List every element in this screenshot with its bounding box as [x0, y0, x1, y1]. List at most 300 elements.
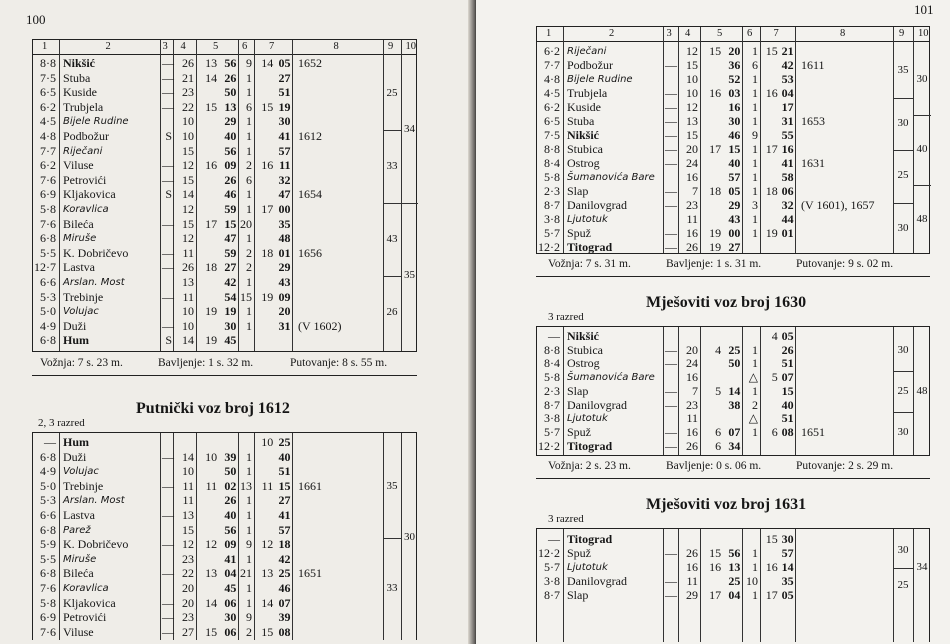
- distance-km: 8·4: [544, 356, 560, 371]
- left-bottom-timetable: [32, 432, 417, 640]
- station-mark: —: [665, 198, 677, 212]
- departure-minute: 25: [278, 435, 291, 449]
- distance-km: 6·2: [544, 100, 560, 114]
- departure-hour: 14: [261, 595, 274, 610]
- stop-minutes: 1: [752, 142, 758, 156]
- timetable-row: [537, 561, 929, 574]
- arrival-hour: 12: [205, 537, 218, 552]
- grade-col9-value: 25: [386, 86, 398, 99]
- arrival-minute: 27: [728, 240, 741, 254]
- run-minutes: 11: [686, 411, 698, 426]
- departure-minute: 44: [781, 212, 794, 226]
- run-minutes: 16: [686, 170, 698, 184]
- grade-divider: [383, 538, 401, 539]
- stop-minutes: 1: [246, 114, 252, 129]
- timetable-row: [33, 582, 416, 595]
- run-minutes: 11: [686, 574, 698, 588]
- departure-minute: 14: [781, 560, 794, 574]
- right-top-timetable: [536, 26, 930, 254]
- departure-minute: 41: [278, 508, 291, 522]
- distance-km: 6·8: [40, 522, 56, 537]
- column-header-1: 1: [546, 28, 552, 39]
- station-name: Volujac: [63, 466, 99, 478]
- run-minutes: 14: [182, 187, 194, 202]
- right-top-rule: [536, 276, 930, 277]
- station-mark: S: [165, 129, 172, 143]
- distance-km: 5·8: [40, 202, 56, 216]
- run-minutes: 10: [686, 86, 698, 100]
- arrival-hour: 19: [205, 304, 218, 319]
- connection-trains: 1611: [801, 58, 825, 72]
- arrival-minute: 06: [224, 624, 237, 639]
- departure-hour: 18: [261, 245, 274, 260]
- arrival-minute: 38: [728, 397, 741, 412]
- station-name: Bileća: [63, 216, 94, 231]
- arrival-minute: 04: [224, 566, 237, 581]
- station-name: Arslan. Most: [63, 277, 125, 288]
- station-mark: —: [665, 240, 677, 254]
- timetable-row: [33, 232, 416, 245]
- grade-divider: [893, 412, 913, 413]
- station-mark: —: [162, 85, 174, 100]
- distance-km: 3·8: [544, 411, 560, 426]
- stop-minutes: 1: [246, 449, 252, 464]
- station-name: Kuside: [63, 85, 97, 100]
- column-header-2: 2: [609, 28, 615, 39]
- distance-km: 8·8: [544, 142, 560, 156]
- arrival-minute: 56: [224, 522, 237, 537]
- stop-minutes: 13: [240, 478, 252, 493]
- arrival-hour: 4: [715, 342, 722, 357]
- distance-km: 3·8: [544, 574, 560, 588]
- departure-hour: 17: [765, 588, 778, 602]
- station-name: Stuba: [63, 70, 91, 85]
- distance-km: 8·7: [544, 397, 560, 412]
- stop-minutes: 10: [746, 574, 758, 588]
- grade-col9-value: 30: [897, 343, 909, 356]
- run-minutes: 14: [182, 449, 194, 464]
- run-minutes: 23: [686, 397, 698, 412]
- run-minutes: 12: [182, 537, 194, 552]
- left-page-number: 100: [26, 12, 46, 27]
- station-name: Riječani: [63, 145, 103, 157]
- station-name: Miruše: [63, 553, 97, 565]
- departure-minute: 31: [781, 114, 794, 128]
- run-minutes: 11: [686, 212, 698, 226]
- arrival-minute: 52: [728, 72, 741, 86]
- grade-col10-value: 48: [916, 213, 928, 225]
- station-name: Spuž: [567, 546, 591, 560]
- column-header-4: 4: [180, 41, 186, 52]
- departure-minute: 15: [278, 478, 291, 493]
- stop-minutes: 6: [246, 172, 252, 187]
- departure-minute: 57: [278, 522, 291, 537]
- departure-hour: 4: [771, 329, 778, 343]
- timetable-row: [537, 73, 929, 86]
- station-name: Slap: [567, 588, 589, 602]
- left-top-rule: [32, 375, 417, 376]
- distance-km: 4·8: [544, 72, 560, 86]
- stop-minutes: 1: [246, 187, 252, 202]
- arrival-hour: 6: [715, 424, 722, 439]
- timetable-row: [537, 185, 929, 198]
- right-mid-class: 3 razred: [548, 311, 584, 323]
- departure-minute: 09: [278, 289, 291, 304]
- timetable-row: [33, 436, 416, 449]
- column-header-row: [537, 27, 929, 42]
- distance-km: 5·7: [544, 226, 560, 240]
- timetable-row: [33, 101, 416, 114]
- arrival-minute: 09: [224, 158, 237, 173]
- grade-divider: [893, 203, 913, 204]
- station-name: Spuž: [567, 226, 591, 240]
- timetable-row: [537, 227, 929, 240]
- distance-km: 7·5: [40, 70, 56, 85]
- station-name: Bileća: [63, 566, 94, 581]
- departure-minute: 39: [278, 610, 291, 625]
- arrival-minute: 30: [728, 114, 741, 128]
- column-header-7: 7: [269, 41, 275, 52]
- grade-col9-value: 30: [897, 425, 909, 438]
- distance-km: 5·8: [544, 170, 560, 184]
- run-minutes: 12: [182, 202, 194, 216]
- column-header-8: 8: [333, 41, 339, 52]
- grade-col9-value: 30: [897, 221, 909, 234]
- run-minutes: 13: [686, 114, 698, 128]
- arrival-minute: 36: [728, 58, 741, 72]
- distance-km: 6·5: [40, 85, 56, 100]
- run-minutes: 20: [686, 342, 698, 357]
- departure-hour: 19: [765, 226, 778, 240]
- station-name: Stubica: [567, 342, 603, 357]
- station-name: Hum: [63, 435, 90, 449]
- departure-minute: 48: [278, 231, 291, 246]
- departure-hour: 14: [261, 56, 274, 70]
- station-mark: —: [162, 260, 174, 275]
- station-mark: —: [665, 226, 677, 240]
- stop-minutes: 20: [240, 216, 252, 231]
- run-minutes: 16: [686, 560, 698, 574]
- column-header-9: 9: [899, 28, 905, 39]
- stop-minutes: 1: [752, 86, 758, 100]
- distance-km: 2·3: [544, 184, 560, 198]
- station-name: Kuside: [567, 100, 601, 114]
- left-page: [0, 0, 474, 644]
- station-mark: —: [162, 70, 174, 85]
- distance-km: 6·8: [40, 333, 56, 348]
- timetable-row: [33, 611, 416, 624]
- timetable-row: [537, 330, 929, 343]
- departure-hour: 16: [765, 560, 778, 574]
- station-name: Trubjela: [567, 86, 608, 100]
- distance-km: 3·8: [544, 212, 560, 226]
- arrival-hour: 18: [205, 260, 218, 275]
- distance-km: 5·5: [40, 551, 56, 566]
- station-mark: —: [162, 245, 174, 260]
- run-minutes: 12: [182, 158, 194, 173]
- departure-minute: 41: [278, 129, 291, 143]
- run-minutes: 11: [182, 245, 194, 260]
- station-name: Danilovgrad: [567, 574, 627, 588]
- timetable-row: [537, 157, 929, 170]
- arrival-hour: 16: [709, 560, 722, 574]
- run-minutes: 21: [182, 70, 194, 85]
- stop-minutes: 1: [246, 202, 252, 216]
- timetable-row: [537, 344, 929, 357]
- departure-minute: 26: [781, 342, 794, 357]
- arrival-minute: 57: [728, 170, 741, 184]
- run-minutes: 29: [686, 588, 698, 602]
- right-page: [476, 0, 950, 644]
- departure-hour: 15: [765, 44, 778, 58]
- arrival-hour: 15: [709, 44, 722, 58]
- distance-km: 6·8: [40, 449, 56, 464]
- run-minutes: 10: [182, 318, 194, 333]
- departure-minute: 07: [781, 370, 794, 385]
- arrival-minute: 14: [728, 383, 741, 398]
- right-mid-timetable: [536, 326, 930, 456]
- station-name: Titograd: [567, 438, 613, 453]
- connection-trains: 1631: [801, 156, 825, 170]
- connection-trains: 1661: [298, 478, 322, 493]
- timetable-row: [33, 320, 416, 333]
- stop-minutes: 15: [240, 289, 252, 304]
- arrival-minute: 04: [728, 588, 741, 602]
- arrival-minute: 25: [728, 342, 741, 357]
- stop-minutes: 1: [246, 581, 252, 595]
- distance-km: 5·9: [40, 537, 56, 552]
- stop-minutes: 1: [246, 318, 252, 333]
- grade-divider: [383, 276, 401, 277]
- stop-minutes: 2: [246, 158, 252, 173]
- station-mark: —: [665, 128, 677, 142]
- timetable-row: [537, 589, 929, 602]
- column-header-10: 10: [918, 28, 929, 39]
- departure-hour: 13: [261, 566, 274, 581]
- arrival-minute: 13: [728, 560, 741, 574]
- distance-km: 4·9: [40, 464, 56, 479]
- station-mark: —: [162, 610, 174, 625]
- grade-divider: [913, 185, 931, 186]
- timetable-row: [33, 261, 416, 274]
- arrival-minute: 26: [224, 172, 237, 187]
- grade-col9-value: 35: [386, 480, 398, 493]
- station-name: Šumanovića Bare: [567, 372, 655, 384]
- station-mark: —: [665, 438, 677, 453]
- timetable-row: [33, 480, 416, 493]
- stop-minutes: 2: [246, 245, 252, 260]
- arrival-minute: 56: [224, 56, 237, 70]
- station-mark: —: [665, 156, 677, 170]
- arrival-minute: 26: [224, 70, 237, 85]
- station-name: Spuž: [567, 424, 591, 439]
- station-name: Bijele Rudine: [567, 74, 633, 85]
- arrival-minute: 16: [728, 100, 741, 114]
- station-name: Slap: [567, 184, 589, 198]
- distance-km: 6·8: [40, 566, 56, 581]
- distance-km: 8·8: [544, 342, 560, 357]
- grade-col9-value: 25: [897, 169, 909, 182]
- arrival-minute: 15: [728, 142, 741, 156]
- column-header-6: 6: [242, 41, 248, 52]
- run-minutes: 7: [692, 383, 698, 398]
- grade-col9-value: 30: [897, 543, 909, 556]
- distance-km: 8·4: [544, 156, 560, 170]
- departure-hour: 11: [261, 478, 274, 493]
- arrival-hour: 16: [205, 158, 218, 173]
- timetable-row: [33, 553, 416, 566]
- distance-km: 4·9: [40, 318, 56, 333]
- run-minutes: 10: [182, 304, 194, 319]
- timetable-row: [33, 276, 416, 289]
- distance-km: 6·2: [544, 44, 560, 58]
- timetable-row: [537, 385, 929, 398]
- distance-km: 7·7: [544, 58, 560, 72]
- run-minutes: 24: [686, 156, 698, 170]
- departure-minute: 55: [781, 128, 794, 142]
- column-header-5: 5: [213, 41, 219, 52]
- run-minutes: 13: [182, 508, 194, 522]
- stop-minutes: 1: [752, 72, 758, 86]
- stop-minutes: 1: [752, 342, 758, 357]
- stop-minutes: 1: [752, 212, 758, 226]
- distance-km: 4·5: [40, 114, 56, 129]
- stop-minutes: 1: [246, 464, 252, 479]
- left-top-total-time: Putovanje: 8 s. 55 m.: [290, 357, 388, 369]
- stop-minutes: 1: [752, 356, 758, 371]
- departure-hour: 17: [261, 202, 274, 216]
- grade-col10-value: 30: [404, 531, 415, 544]
- run-minutes: 16: [686, 424, 698, 439]
- stop-minutes: 1: [752, 588, 758, 602]
- column-header-7: 7: [773, 28, 779, 39]
- stop-minutes: 1: [752, 114, 758, 128]
- departure-hour: 18: [765, 184, 778, 198]
- left-top-timetable: [32, 39, 417, 352]
- arrival-hour: 14: [205, 70, 218, 85]
- station-mark: —: [665, 100, 677, 114]
- timetable-row: [33, 130, 416, 143]
- timetable-row: [537, 213, 929, 226]
- station-mark: —: [162, 508, 174, 522]
- timetable-row: [537, 241, 929, 254]
- grade-col9-value: 33: [386, 159, 398, 172]
- distance-km: 5·7: [544, 560, 560, 574]
- station-name: Arslan. Most: [63, 495, 125, 507]
- station-mark: —: [665, 574, 677, 588]
- run-minutes: 10: [686, 72, 698, 86]
- stop-minutes: 1: [246, 143, 252, 158]
- arrival-minute: 15: [224, 216, 237, 231]
- timetable-row: [33, 524, 416, 537]
- station-name: Nikšić: [567, 128, 600, 142]
- departure-hour: 19: [261, 289, 274, 304]
- station-mark: —: [162, 99, 174, 114]
- arrival-minute: 46: [224, 187, 237, 202]
- run-minutes: 12: [182, 231, 194, 246]
- arrival-hour: 19: [709, 240, 722, 254]
- timetable-row: [537, 399, 929, 412]
- distance-km: 5·5: [40, 245, 56, 260]
- stop-minutes: 6: [752, 58, 758, 72]
- arrival-minute: 45: [224, 581, 237, 595]
- station-mark: —: [162, 624, 174, 639]
- departure-minute: 25: [278, 566, 291, 581]
- arrival-hour: 15: [205, 99, 218, 114]
- run-minutes: 12: [686, 100, 698, 114]
- stop-minutes: 2: [752, 397, 758, 412]
- arrival-hour: 13: [205, 566, 218, 581]
- timetable-row: [537, 143, 929, 156]
- departure-minute: 57: [278, 143, 291, 158]
- departure-minute: 05: [278, 56, 291, 70]
- run-minutes: 15: [182, 216, 194, 231]
- station-mark: —: [665, 424, 677, 439]
- distance-km: 7·5: [544, 128, 560, 142]
- departure-minute: 51: [781, 356, 794, 371]
- station-mark: —: [162, 318, 174, 333]
- connection-trains: 1651: [298, 566, 322, 581]
- station-name: Trubjela: [63, 99, 104, 114]
- grade-divider: [893, 568, 913, 569]
- station-name: Hum: [63, 333, 90, 348]
- departure-minute: 35: [278, 216, 291, 231]
- arrival-minute: 39: [224, 449, 237, 464]
- distance-km: 5·0: [40, 478, 56, 493]
- station-mark: —: [665, 397, 677, 412]
- arrival-minute: 26: [224, 493, 237, 508]
- station-name: Trebinje: [63, 478, 104, 493]
- connection-trains: (V 1601), 1657: [801, 198, 875, 212]
- departure-minute: 27: [278, 70, 291, 85]
- station-name: Nikšić: [567, 329, 600, 343]
- grade-col10-value: 35: [404, 269, 415, 281]
- distance-km: 12·7: [34, 260, 56, 275]
- departure-minute: 17: [781, 100, 794, 114]
- distance-km: 8·7: [544, 588, 560, 602]
- run-minutes: 20: [182, 595, 194, 610]
- arrival-minute: 54: [224, 289, 237, 304]
- station-mark: —: [162, 289, 174, 304]
- timetable-row: [33, 247, 416, 260]
- departure-minute: 04: [781, 86, 794, 100]
- column-header-5: 5: [717, 28, 723, 39]
- departure-minute: 20: [278, 304, 291, 319]
- timetable-row: [33, 291, 416, 304]
- timetable-row: [33, 494, 416, 507]
- run-minutes: 11: [182, 493, 194, 508]
- arrival-minute: 02: [224, 478, 237, 493]
- departure-minute: 06: [781, 184, 794, 198]
- station-name: Duži: [63, 318, 87, 333]
- run-minutes: 23: [686, 198, 698, 212]
- distance-km: 7·6: [40, 581, 56, 595]
- timetable-row: [537, 426, 929, 439]
- arrival-minute: 40: [224, 508, 237, 522]
- station-name: Ljutotuk: [567, 214, 608, 225]
- grade-col9-value: 25: [897, 384, 909, 397]
- timetable-row: [537, 547, 929, 560]
- column-header-10: 10: [405, 41, 416, 52]
- distance-km: 2·3: [544, 383, 560, 398]
- timetable-row: [537, 87, 929, 100]
- stop-minutes: 1: [246, 551, 252, 566]
- departure-minute: 41: [781, 156, 794, 170]
- arrival-minute: 45: [224, 333, 237, 348]
- distance-km: 12·2: [538, 546, 560, 560]
- station-name: Šumanovića Bare: [567, 172, 655, 183]
- distance-km: 4·8: [40, 129, 56, 143]
